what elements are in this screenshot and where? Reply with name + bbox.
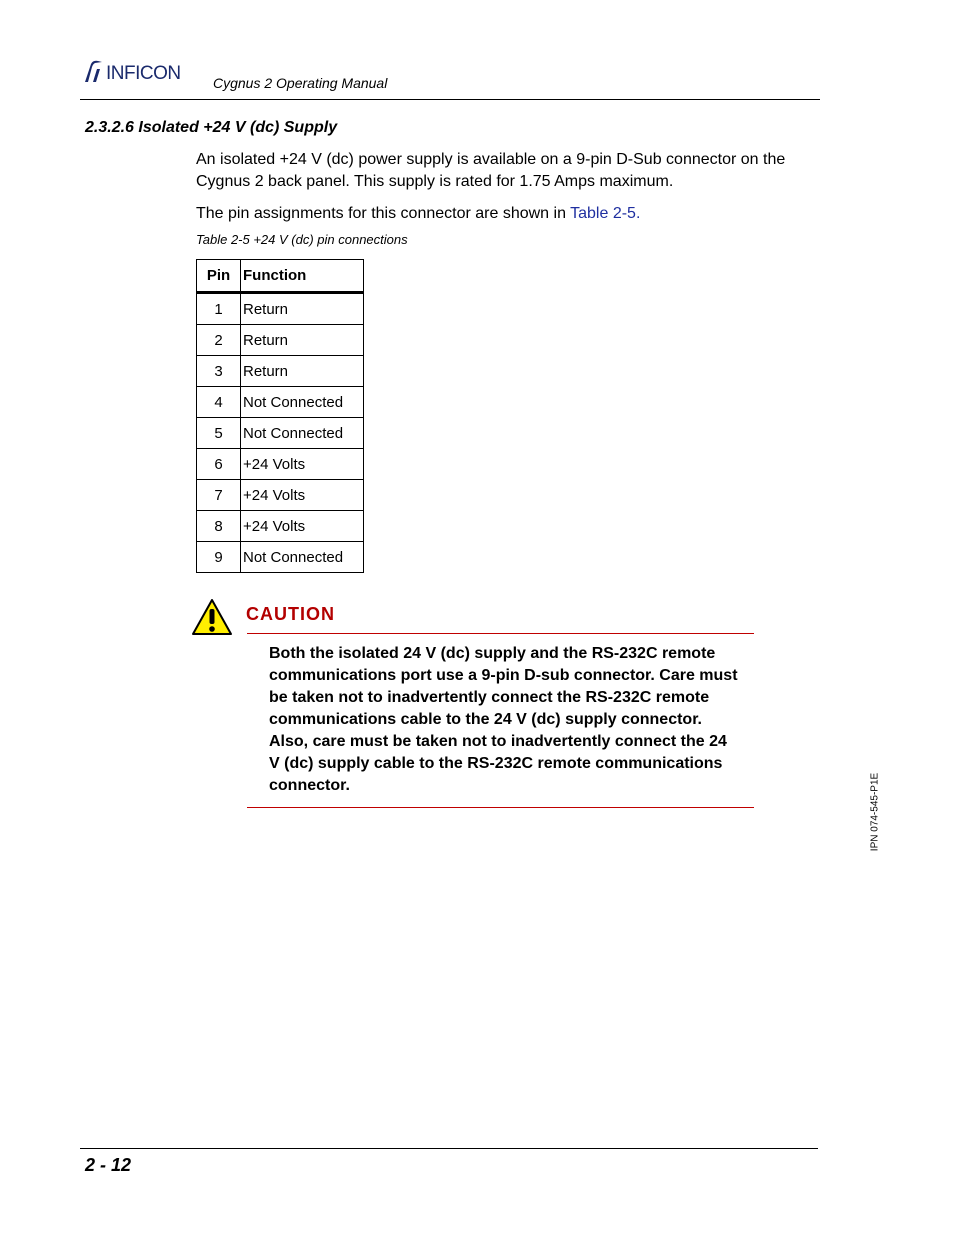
- table-row: [197, 449, 364, 480]
- manual-title: Cygnus 2 Operating Manual: [213, 75, 388, 91]
- caution-divider-bottom: [247, 807, 754, 808]
- function-cell: Return: [241, 293, 364, 325]
- table-row: [197, 418, 364, 449]
- header-function: Function: [241, 260, 364, 293]
- function-cell: Not Connected: [241, 542, 364, 573]
- pin-cell: 6: [197, 449, 241, 480]
- function-cell: Return: [241, 356, 364, 387]
- pin-cell: 7: [197, 480, 241, 511]
- paragraph-intro: An isolated +24 V (dc) power supply is available on a 9-pin D-Sub connector on the Cygnus 2 back panel. This supply is rated for 1.75 Amps maximum.: [196, 151, 786, 190]
- pin-cell: 1: [197, 293, 241, 325]
- table-row: [197, 511, 364, 542]
- function-cell: +24 Volts: [241, 480, 364, 511]
- function-cell: Not Connected: [241, 387, 364, 418]
- pin-cell: 4: [197, 387, 241, 418]
- table-row: [197, 480, 364, 511]
- warning-triangle-icon: [191, 598, 233, 636]
- function-cell: +24 Volts: [241, 511, 364, 542]
- pin-cell: 3: [197, 356, 241, 387]
- logo-text: INFICON: [106, 63, 181, 84]
- table-row: [197, 293, 364, 325]
- function-cell: +24 Volts: [241, 449, 364, 480]
- footer-divider: [80, 1148, 818, 1149]
- function-cell: Not Connected: [241, 418, 364, 449]
- table-caption: Table 2-5 +24 V (dc) pin connections: [196, 232, 408, 247]
- table-header-row: [197, 260, 364, 293]
- caution-title: CAUTION: [246, 604, 335, 624]
- inficon-logo: [82, 58, 181, 84]
- pin-cell: 2: [197, 325, 241, 356]
- paragraph-text: The pin assignments for this connector are shown in: [196, 205, 571, 222]
- caution-divider-top: [247, 633, 754, 634]
- pin-cell: 9: [197, 542, 241, 573]
- ipn-label: IPN 074-545-P1E: [869, 772, 881, 852]
- pin-connections-table: [196, 259, 364, 573]
- table-row: [197, 356, 364, 387]
- paragraph-pin-reference: [196, 203, 816, 225]
- caution-body: Both the isolated 24 V (dc) supply and the RS-232C remote communications port use a 9-pin D-sub connector. Care must be taken not to inadvertently connect the RS-232C remote communications cable to the 24 V (dc) supply connector. Also, care must be taken not to inadvertently connect the 24 V (dc) supply cable to the RS-232C remote communications connector.: [269, 645, 738, 794]
- page-number: 2 - 12: [85, 1155, 132, 1175]
- table-2-5-link[interactable]: Table 2-5: [570, 205, 636, 222]
- pin-cell: 8: [197, 511, 241, 542]
- pin-cell: 5: [197, 418, 241, 449]
- section-heading: 2.3.2.6 Isolated +24 V (dc) Supply: [85, 119, 338, 136]
- table-row: [197, 542, 364, 573]
- table-row: [197, 325, 364, 356]
- paragraph-suffix: .: [635, 205, 641, 222]
- header-pin: Pin: [197, 260, 241, 293]
- function-cell: Return: [241, 325, 364, 356]
- inficon-logo-icon: [82, 60, 104, 84]
- table-row: [197, 387, 364, 418]
- header-divider: [80, 99, 820, 100]
